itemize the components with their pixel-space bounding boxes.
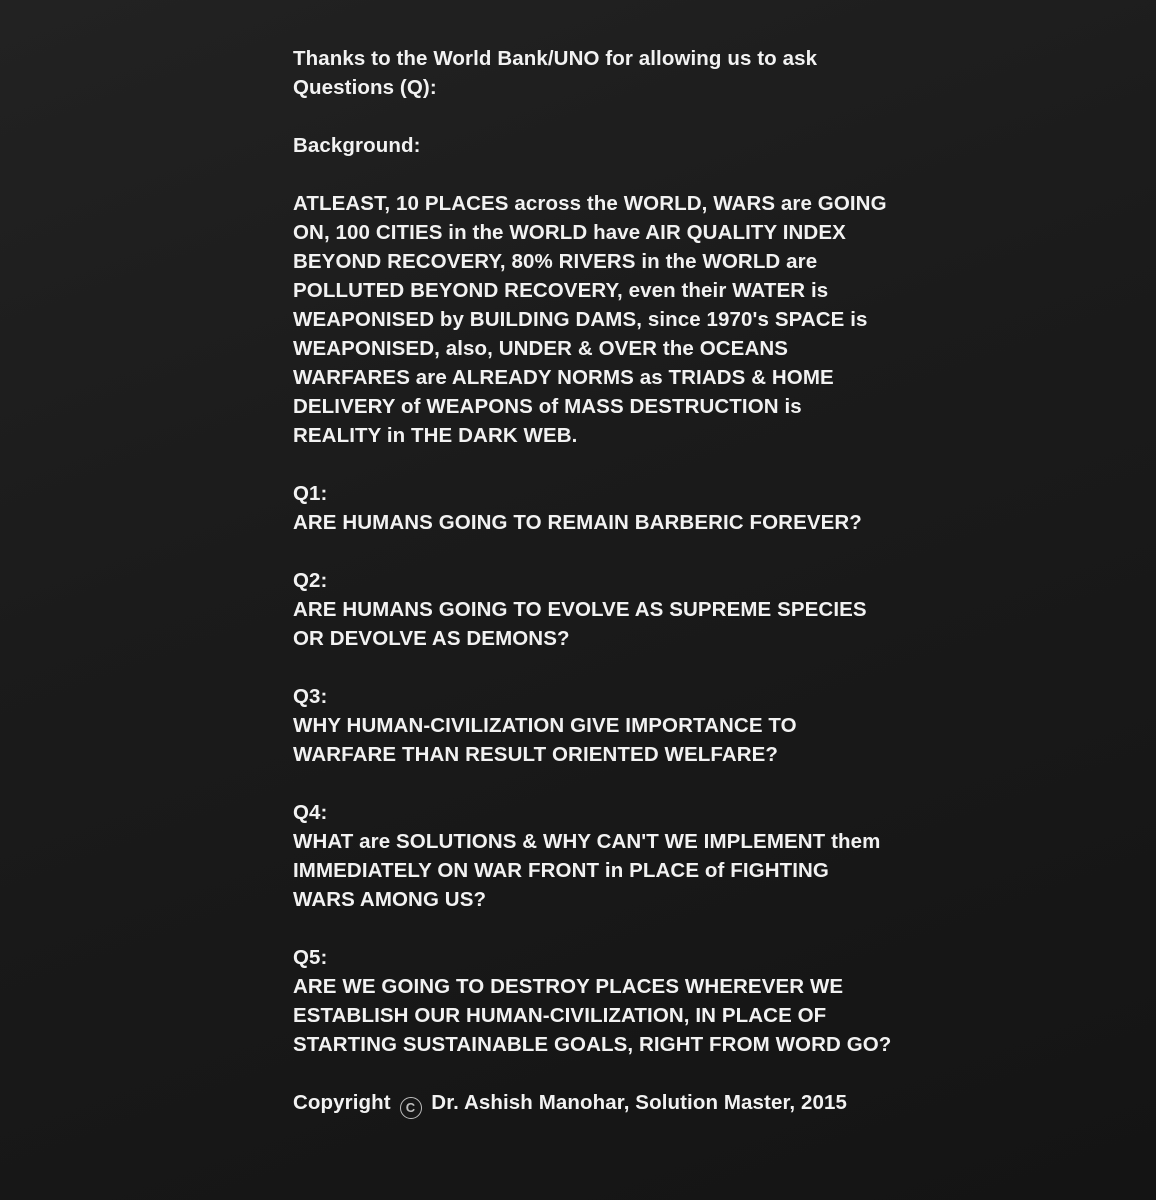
question-text: ARE HUMANS GOING TO REMAIN BARBERIC FOREVER?	[293, 511, 862, 534]
question-text: WHY HUMAN-CIVILIZATION GIVE IMPORTANCE TO WARFARE THAN RESULT ORIENTED WELFARE?	[293, 714, 797, 766]
question-label: Q3:	[293, 685, 328, 708]
question-text: WHAT are SOLUTIONS & WHY CAN'T WE IMPLEMENT them IMMEDIATELY ON WAR FRONT in PLACE of FIGHTING WARS AMONG US?	[293, 830, 881, 911]
intro-text: Thanks to the World Bank/UNO for allowing us to ask Questions (Q):	[293, 47, 818, 99]
copyright-label: Copyright	[293, 1091, 391, 1114]
copyright-text: Dr. Ashish Manohar, Solution Master, 2015	[431, 1091, 848, 1114]
background-text: ATLEAST, 10 PLACES across the WORLD, WARS are GOING ON, 100 CITIES in the WORLD have AIR QUALITY INDEX BEYOND RECOVERY, 80% RIVERS in the WORLD are POLLUTED BEYOND RECOVERY, even their WATER is WEAPONISED by BUILDING DAMS, since 1970's SPACE is WEAPONISED, also, UNDER & OVER the OCEANS WARFARES are ALREADY NORMS as TRIADS & HOME DELIVERY of WEAPONS of MASS DESTRUCTION is REALITY in THE DARK WEB.	[293, 192, 887, 447]
question-label: Q2:	[293, 569, 328, 592]
background-heading: Background:	[293, 134, 421, 157]
question-label: Q5:	[293, 946, 328, 969]
question-text: ARE WE GOING TO DESTROY PLACES WHEREVER WE ESTABLISH OUR HUMAN-CIVILIZATION, IN PLACE OF STARTING SUSTAINABLE GOALS, RIGHT FROM WORD GO?	[293, 975, 892, 1056]
copyright-symbol-icon: C	[400, 1097, 422, 1119]
question-q5	[293, 943, 893, 1059]
question-label: Q4:	[293, 801, 328, 824]
question-text: ARE HUMANS GOING TO EVOLVE AS SUPREME SPECIES OR DEVOLVE AS DEMONS?	[293, 598, 867, 650]
question-label: Q1:	[293, 482, 328, 505]
question-q2	[293, 566, 893, 653]
question-q4	[293, 798, 893, 914]
question-q3	[293, 682, 893, 769]
question-q1	[293, 479, 893, 537]
copyright-line	[293, 1088, 893, 1119]
text-column	[293, 44, 893, 1119]
